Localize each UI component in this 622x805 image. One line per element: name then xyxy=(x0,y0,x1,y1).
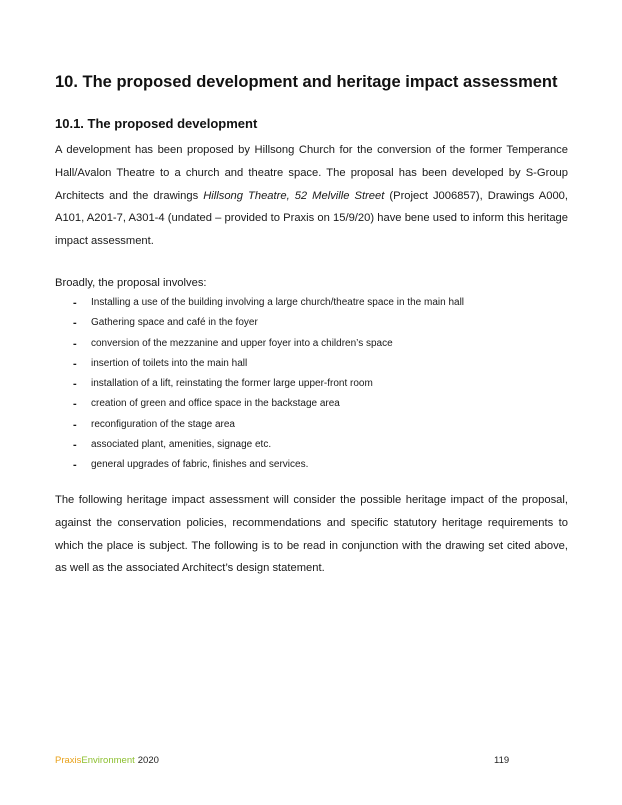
list-item-text: conversion of the mezzanine and upper foyer into a children’s space xyxy=(91,337,393,349)
bullet-dash: - xyxy=(73,418,77,431)
list-item xyxy=(55,313,575,333)
list-item xyxy=(55,374,575,394)
intro-paragraph xyxy=(55,139,568,253)
list-item xyxy=(55,293,575,313)
bullet-dash: - xyxy=(73,459,77,472)
bullet-dash: - xyxy=(73,398,77,411)
list-item xyxy=(55,354,575,374)
list-item-text: associated plant, amenities, signage etc. xyxy=(91,439,272,451)
list-item xyxy=(55,415,575,435)
list-item-text: insertion of toilets into the main hall xyxy=(91,357,248,369)
bullet-dash: - xyxy=(73,439,77,452)
list-item-text: Installing a use of the building involving a large church/theatre space in the main hall xyxy=(91,297,465,308)
list-item xyxy=(55,435,575,455)
footer-year: 2020 xyxy=(137,755,159,766)
list-item-text: creation of green and office space in the backstage area xyxy=(91,398,340,410)
proposal-list xyxy=(55,293,575,476)
list-item-text: general upgrades of fabric, finishes and services. xyxy=(91,459,309,471)
list-intro: Broadly, the proposal involves: xyxy=(55,277,207,289)
list-item xyxy=(55,394,575,414)
list-item-text: installation of a lift, reinstating the former large upper-front room xyxy=(91,378,373,390)
footer-brand xyxy=(55,755,159,766)
bullet-dash: - xyxy=(73,317,77,330)
bullet-dash: - xyxy=(73,378,77,391)
brand-environment: Environment xyxy=(81,755,135,766)
bullet-dash: - xyxy=(73,297,77,309)
section-heading: 10. The proposed development and heritage impact assessment xyxy=(55,73,558,91)
bullet-dash: - xyxy=(73,357,77,370)
intro-text-1: A development has been proposed by Hillsong Church for the conversion of the former Temperance Hall/Avalon Theatre to a church and theatre space. The proposal has been developed by S-Group Architects and the drawings xyxy=(55,144,568,202)
intro-italic-title: Hillsong Theatre, 52 Melville Street xyxy=(203,189,385,202)
bullet-dash: - xyxy=(73,337,77,350)
intro-text-2: (Project J006857), Drawings A000, A101, A201-7, A301-4 (undated – provided to Praxis on 15/9/20) have bene used to inform this heritage impact assessment. xyxy=(55,189,569,248)
list-item xyxy=(55,334,575,354)
closing-paragraph: The following heritage impact assessment will consider the possible heritage impact of the proposal, against the conservation policies, recommendations and specific statutory heritage requirements to which the place is subject. The following is to be read in conjunction with the drawing set cited above, as well as the associated Architect’s design statement. xyxy=(55,494,568,575)
list-item-text: Gathering space and café in the foyer xyxy=(91,317,258,329)
list-item-text: reconfiguration of the stage area xyxy=(91,418,235,430)
list-item xyxy=(55,455,575,475)
page-number: 119 xyxy=(494,755,510,766)
subsection-heading: 10.1. The proposed development xyxy=(55,116,258,131)
brand-praxis: Praxis xyxy=(55,755,82,766)
